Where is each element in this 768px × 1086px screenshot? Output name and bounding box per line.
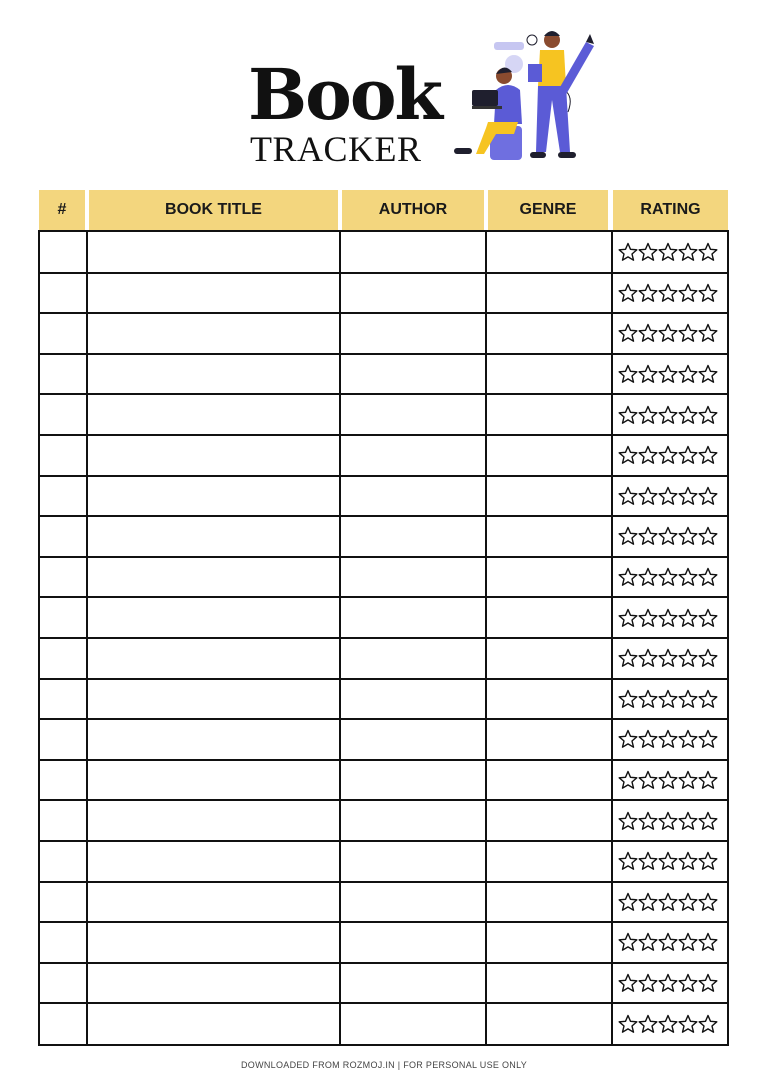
author-cell[interactable] (341, 760, 485, 801)
star-outline-icon[interactable] (618, 770, 638, 790)
star-outline-icon[interactable] (638, 973, 658, 993)
star-outline-icon[interactable] (638, 323, 658, 343)
star-outline-icon[interactable] (698, 486, 718, 506)
genre-cell[interactable] (487, 435, 611, 476)
column-header-number: # (39, 190, 85, 230)
row-number-cell[interactable] (40, 557, 86, 598)
rating-stars[interactable] (618, 800, 718, 841)
star-outline-icon[interactable] (658, 608, 678, 628)
genre-cell[interactable] (487, 597, 611, 638)
book-title-cell[interactable] (88, 394, 339, 435)
row-number-cell[interactable] (40, 841, 86, 882)
star-outline-icon[interactable] (678, 729, 698, 749)
star-outline-icon[interactable] (638, 364, 658, 384)
author-cell[interactable] (341, 638, 485, 679)
rating-stars[interactable] (618, 354, 718, 395)
rating-stars[interactable] (618, 232, 718, 273)
star-outline-icon[interactable] (618, 648, 638, 668)
star-outline-icon[interactable] (658, 486, 678, 506)
book-title-cell[interactable] (88, 516, 339, 557)
star-outline-icon[interactable] (618, 689, 638, 709)
star-outline-icon[interactable] (618, 526, 638, 546)
star-outline-icon[interactable] (638, 283, 658, 303)
row-number-cell[interactable] (40, 800, 86, 841)
star-outline-icon[interactable] (658, 283, 678, 303)
book-title-cell[interactable] (88, 719, 339, 760)
star-outline-icon[interactable] (698, 648, 718, 668)
rating-stars[interactable] (618, 638, 718, 679)
table-row (40, 679, 727, 720)
author-cell[interactable] (341, 557, 485, 598)
star-outline-icon[interactable] (618, 405, 638, 425)
footer-note: DOWNLOADED FROM ROZMOJ.IN | FOR PERSONAL USE ONLY (240, 1060, 528, 1070)
star-outline-icon[interactable] (698, 851, 718, 871)
star-outline-icon[interactable] (658, 242, 678, 262)
author-cell[interactable] (341, 232, 485, 273)
author-cell[interactable] (341, 394, 485, 435)
star-outline-icon[interactable] (638, 608, 658, 628)
star-outline-icon[interactable] (678, 1014, 698, 1034)
author-cell[interactable] (341, 963, 485, 1004)
table-row (40, 394, 727, 435)
star-outline-icon[interactable] (678, 770, 698, 790)
author-cell[interactable] (341, 1003, 485, 1044)
star-outline-icon[interactable] (698, 770, 718, 790)
table-row (40, 557, 727, 598)
star-outline-icon[interactable] (678, 405, 698, 425)
star-outline-icon[interactable] (638, 729, 658, 749)
star-outline-icon[interactable] (658, 323, 678, 343)
book-title-cell[interactable] (88, 557, 339, 598)
rating-stars[interactable] (618, 557, 718, 598)
rating-stars[interactable] (618, 922, 718, 963)
star-outline-icon[interactable] (638, 567, 658, 587)
star-outline-icon[interactable] (618, 1014, 638, 1034)
genre-cell[interactable] (487, 963, 611, 1004)
rating-stars[interactable] (618, 760, 718, 801)
genre-cell[interactable] (487, 354, 611, 395)
rating-stars[interactable] (618, 435, 718, 476)
rating-stars[interactable] (618, 516, 718, 557)
star-outline-icon[interactable] (698, 608, 718, 628)
star-outline-icon[interactable] (658, 973, 678, 993)
star-outline-icon[interactable] (618, 811, 638, 831)
illustration-graphic (452, 30, 598, 170)
column-header-book-title: BOOK TITLE (89, 190, 338, 230)
table-row (40, 841, 727, 882)
star-outline-icon[interactable] (678, 283, 698, 303)
row-number-cell[interactable] (40, 638, 86, 679)
star-outline-icon[interactable] (698, 892, 718, 912)
book-title-cell[interactable] (88, 841, 339, 882)
genre-cell[interactable] (487, 760, 611, 801)
genre-cell[interactable] (487, 557, 611, 598)
star-outline-icon[interactable] (658, 364, 678, 384)
table-row (40, 476, 727, 517)
book-title-cell[interactable] (88, 597, 339, 638)
star-outline-icon[interactable] (698, 364, 718, 384)
genre-cell[interactable] (487, 516, 611, 557)
star-outline-icon[interactable] (698, 811, 718, 831)
book-title-cell[interactable] (88, 232, 339, 273)
star-outline-icon[interactable] (678, 689, 698, 709)
book-title-cell[interactable] (88, 1003, 339, 1044)
star-outline-icon[interactable] (638, 648, 658, 668)
table-row (40, 354, 727, 395)
star-outline-icon[interactable] (678, 526, 698, 546)
book-title-cell[interactable] (88, 679, 339, 720)
genre-cell[interactable] (487, 800, 611, 841)
column-header-genre: GENRE (488, 190, 608, 230)
book-title-cell[interactable] (88, 963, 339, 1004)
star-outline-icon[interactable] (638, 526, 658, 546)
row-number-cell[interactable] (40, 516, 86, 557)
star-outline-icon[interactable] (698, 689, 718, 709)
author-cell[interactable] (341, 800, 485, 841)
genre-cell[interactable] (487, 394, 611, 435)
star-outline-icon[interactable] (658, 770, 678, 790)
star-outline-icon[interactable] (618, 608, 638, 628)
star-outline-icon[interactable] (638, 486, 658, 506)
title-main: Book (248, 53, 442, 136)
table-row (40, 516, 727, 557)
star-outline-icon[interactable] (638, 1014, 658, 1034)
star-outline-icon[interactable] (678, 242, 698, 262)
table-row (40, 719, 727, 760)
rating-stars[interactable] (618, 273, 718, 314)
star-outline-icon[interactable] (658, 689, 678, 709)
genre-cell[interactable] (487, 232, 611, 273)
author-cell[interactable] (341, 597, 485, 638)
row-number-cell[interactable] (40, 354, 86, 395)
row-number-cell[interactable] (40, 476, 86, 517)
book-title-cell[interactable] (88, 313, 339, 354)
genre-cell[interactable] (487, 922, 611, 963)
rating-stars[interactable] (618, 313, 718, 354)
table-row (40, 232, 727, 273)
star-outline-icon[interactable] (698, 973, 718, 993)
author-cell[interactable] (341, 922, 485, 963)
star-outline-icon[interactable] (678, 608, 698, 628)
table-row (40, 760, 727, 801)
rating-stars[interactable] (618, 841, 718, 882)
star-outline-icon[interactable] (698, 1014, 718, 1034)
row-number-cell[interactable] (40, 679, 86, 720)
author-cell[interactable] (341, 313, 485, 354)
genre-cell[interactable] (487, 719, 611, 760)
rating-stars[interactable] (618, 597, 718, 638)
table-header (39, 190, 728, 230)
star-outline-icon[interactable] (698, 932, 718, 952)
genre-cell[interactable] (487, 313, 611, 354)
table-row (40, 922, 727, 963)
table-row (40, 963, 727, 1004)
genre-cell[interactable] (487, 882, 611, 923)
book-title-cell[interactable] (88, 922, 339, 963)
row-number-cell[interactable] (40, 273, 86, 314)
table-row (40, 1003, 727, 1044)
star-outline-icon[interactable] (678, 973, 698, 993)
star-outline-icon[interactable] (678, 811, 698, 831)
row-number-cell[interactable] (40, 394, 86, 435)
table-row (40, 273, 727, 314)
author-cell[interactable] (341, 882, 485, 923)
star-outline-icon[interactable] (618, 932, 638, 952)
star-outline-icon[interactable] (638, 770, 658, 790)
star-outline-icon[interactable] (658, 445, 678, 465)
star-outline-icon[interactable] (638, 445, 658, 465)
row-number-cell[interactable] (40, 922, 86, 963)
row-number-cell[interactable] (40, 719, 86, 760)
rating-stars[interactable] (618, 476, 718, 517)
rating-stars[interactable] (618, 963, 718, 1004)
title-sub: TRACKER (250, 129, 422, 169)
row-number-cell[interactable] (40, 313, 86, 354)
star-outline-icon[interactable] (618, 729, 638, 749)
star-outline-icon[interactable] (618, 486, 638, 506)
genre-cell[interactable] (487, 1003, 611, 1044)
book-title-cell[interactable] (88, 273, 339, 314)
star-outline-icon[interactable] (678, 445, 698, 465)
row-number-cell[interactable] (40, 232, 86, 273)
genre-cell[interactable] (487, 638, 611, 679)
star-outline-icon[interactable] (678, 567, 698, 587)
book-title-cell[interactable] (88, 760, 339, 801)
star-outline-icon[interactable] (678, 486, 698, 506)
star-outline-icon[interactable] (658, 851, 678, 871)
row-number-cell[interactable] (40, 1003, 86, 1044)
star-outline-icon[interactable] (638, 851, 658, 871)
rating-stars[interactable] (618, 882, 718, 923)
star-outline-icon[interactable] (698, 242, 718, 262)
star-outline-icon[interactable] (618, 973, 638, 993)
star-outline-icon[interactable] (638, 932, 658, 952)
star-outline-icon[interactable] (618, 445, 638, 465)
star-outline-icon[interactable] (658, 1014, 678, 1034)
star-outline-icon[interactable] (658, 526, 678, 546)
genre-cell[interactable] (487, 841, 611, 882)
column-header-author: AUTHOR (342, 190, 484, 230)
column-header-rating: RATING (613, 190, 728, 230)
row-number-cell[interactable] (40, 597, 86, 638)
page-title (248, 53, 448, 169)
star-outline-icon[interactable] (638, 892, 658, 912)
star-outline-icon[interactable] (618, 364, 638, 384)
star-outline-icon[interactable] (678, 851, 698, 871)
book-title-cell[interactable] (88, 800, 339, 841)
star-outline-icon[interactable] (618, 283, 638, 303)
row-number-cell[interactable] (40, 760, 86, 801)
table-row (40, 435, 727, 476)
star-outline-icon[interactable] (638, 405, 658, 425)
star-outline-icon[interactable] (698, 729, 718, 749)
book-title-cell[interactable] (88, 476, 339, 517)
star-outline-icon[interactable] (698, 323, 718, 343)
star-outline-icon[interactable] (618, 567, 638, 587)
author-cell[interactable] (341, 719, 485, 760)
star-outline-icon[interactable] (638, 242, 658, 262)
table-row (40, 638, 727, 679)
row-number-cell[interactable] (40, 435, 86, 476)
genre-cell[interactable] (487, 273, 611, 314)
book-table (38, 230, 729, 1046)
star-outline-icon[interactable] (678, 892, 698, 912)
book-title-cell[interactable] (88, 882, 339, 923)
star-outline-icon[interactable] (678, 323, 698, 343)
book-title-cell[interactable] (88, 354, 339, 395)
star-outline-icon[interactable] (618, 892, 638, 912)
author-cell[interactable] (341, 841, 485, 882)
star-outline-icon[interactable] (698, 283, 718, 303)
author-cell[interactable] (341, 679, 485, 720)
book-title-cell[interactable] (88, 435, 339, 476)
rating-stars[interactable] (618, 719, 718, 760)
star-outline-icon[interactable] (638, 811, 658, 831)
book-title-cell[interactable] (88, 638, 339, 679)
table-row (40, 882, 727, 923)
author-cell[interactable] (341, 354, 485, 395)
author-cell[interactable] (341, 435, 485, 476)
star-outline-icon[interactable] (658, 932, 678, 952)
table-row (40, 313, 727, 354)
star-outline-icon[interactable] (658, 405, 678, 425)
star-outline-icon[interactable] (678, 364, 698, 384)
star-outline-icon[interactable] (678, 648, 698, 668)
genre-cell[interactable] (487, 476, 611, 517)
rating-stars[interactable] (618, 1003, 718, 1044)
author-cell[interactable] (341, 476, 485, 517)
genre-cell[interactable] (487, 679, 611, 720)
star-outline-icon[interactable] (698, 567, 718, 587)
star-outline-icon[interactable] (698, 405, 718, 425)
star-outline-icon[interactable] (658, 729, 678, 749)
table-row (40, 597, 727, 638)
star-outline-icon[interactable] (618, 242, 638, 262)
star-outline-icon[interactable] (658, 567, 678, 587)
table-row (40, 800, 727, 841)
rating-stars[interactable] (618, 394, 718, 435)
star-outline-icon[interactable] (658, 648, 678, 668)
row-number-cell[interactable] (40, 963, 86, 1004)
row-number-cell[interactable] (40, 882, 86, 923)
author-cell[interactable] (341, 273, 485, 314)
people-reading-illustration (452, 30, 598, 170)
rating-stars[interactable] (618, 679, 718, 720)
star-outline-icon[interactable] (698, 526, 718, 546)
author-cell[interactable] (341, 516, 485, 557)
star-outline-icon[interactable] (678, 932, 698, 952)
star-outline-icon[interactable] (658, 892, 678, 912)
star-outline-icon[interactable] (698, 445, 718, 465)
star-outline-icon[interactable] (638, 689, 658, 709)
star-outline-icon[interactable] (658, 811, 678, 831)
star-outline-icon[interactable] (618, 851, 638, 871)
star-outline-icon[interactable] (618, 323, 638, 343)
